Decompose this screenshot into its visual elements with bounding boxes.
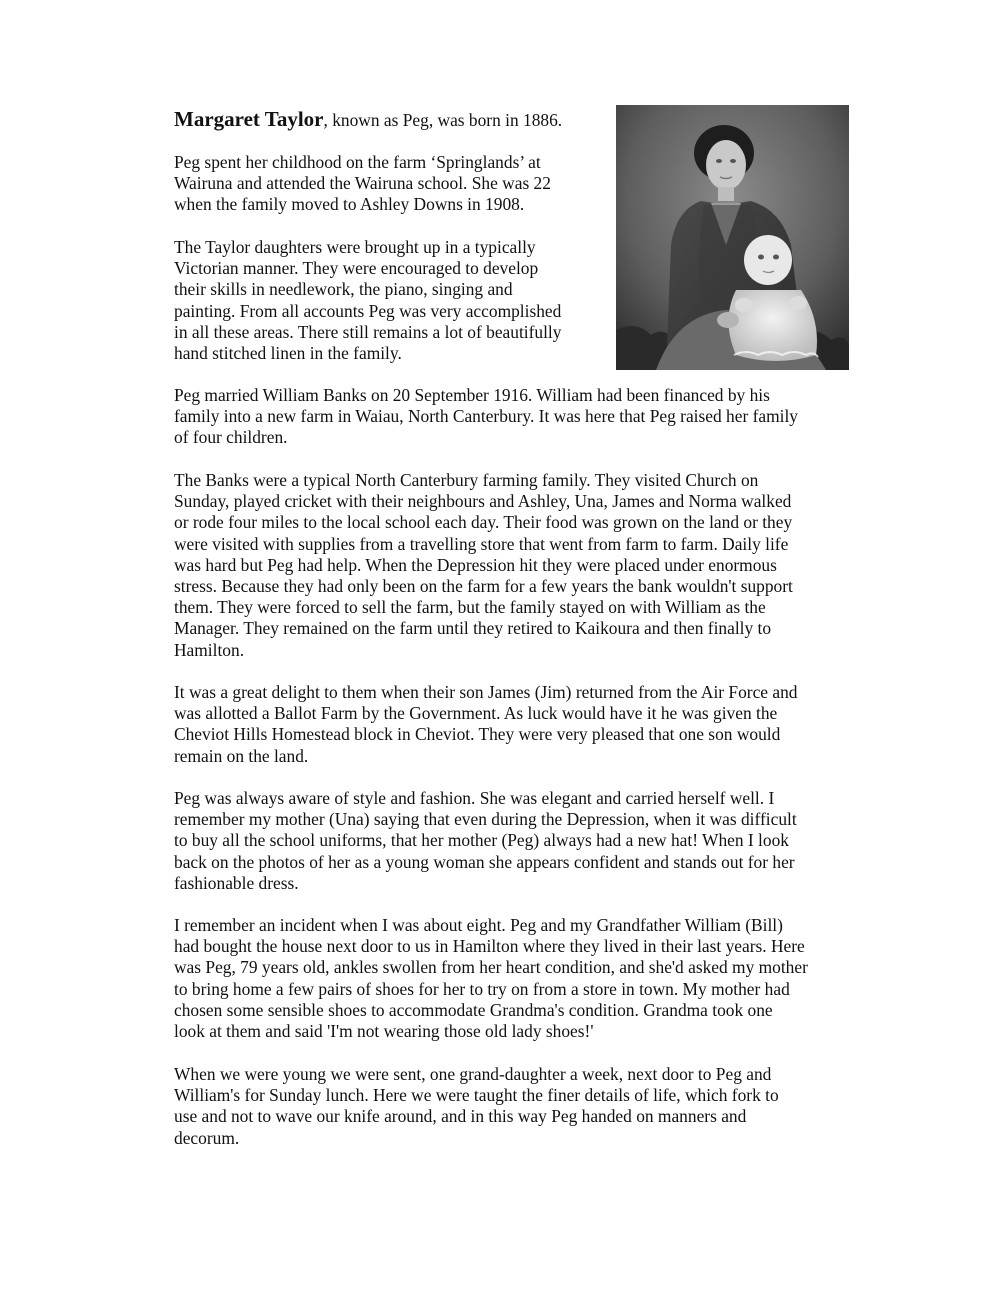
paragraph-line: Peg was always aware of style and fashion. She was elegant and carried herself well. I <box>174 788 775 808</box>
paragraph-line: their skills in needlework, the piano, singing and <box>174 279 513 300</box>
subject-name: Margaret Taylor <box>174 107 324 131</box>
paragraph-line: I remember an incident when I was about eight. Peg and my Grandfather William (Bill) <box>174 915 783 935</box>
paragraph-line: When we were young we were sent, one grand-daughter a week, next door to Peg and <box>174 1064 772 1084</box>
paragraph <box>174 385 798 449</box>
paragraph <box>174 152 551 216</box>
portrait-photo <box>616 105 849 370</box>
paragraph-line: The Banks were a typical North Canterbury farming family. They visited Church on <box>174 470 759 490</box>
paragraph-line: or rode four miles to the local school each day. Their food was grown on the land or they <box>174 512 793 533</box>
paragraph-line: of four children. <box>174 427 288 448</box>
paragraph <box>174 237 561 364</box>
paragraph-line: stress. Because they had only been on the farm for a few years the bank wouldn't support <box>174 575 793 596</box>
paragraph-line: Sunday, played cricket with their neighbours and Ashley, Una, James and Norma walked <box>174 491 792 512</box>
paragraph-line: fashionable dress. <box>174 872 299 893</box>
title-line <box>174 107 562 131</box>
paragraph-line: were visited with supplies from a travelling store that went from farm to farm. Daily life <box>174 533 789 554</box>
paragraph-line: Victorian manner. They were encouraged to develop <box>174 258 539 279</box>
paragraph <box>174 682 797 767</box>
paragraph-line: was hard but Peg had help. When the Depression hit they were placed under enormous <box>174 554 777 575</box>
paragraph-line: William's for Sunday lunch. Here we were taught the finer details of life, which fork to <box>174 1085 779 1106</box>
paragraph-line: Peg married William Banks on 20 September 1916. William had been financed by his <box>174 385 770 405</box>
paragraph-line: chosen some sensible shoes to accommodate Grandma's condition. Grandma took one <box>174 999 773 1020</box>
paragraph-line: them. They were forced to sell the farm, but the family stayed on with William as the <box>174 597 766 618</box>
paragraph-line: painting. From all accounts Peg was very accomplished <box>174 300 562 321</box>
paragraph-line: The Taylor daughters were brought up in a typically <box>174 237 536 257</box>
paragraph-line: Hamilton. <box>174 639 245 660</box>
paragraph-line: back on the photos of her as a young woman she appears confident and stands out for her <box>174 851 795 872</box>
paragraph-line: when the family moved to Ashley Downs in 1908. <box>174 194 525 215</box>
paragraph-line: hand stitched linen in the family. <box>174 342 402 363</box>
portrait-illustration <box>616 105 849 370</box>
paragraph-line: had bought the house next door to us in Hamilton where they lived in their last years. Here <box>174 936 805 957</box>
title-line-block <box>174 107 562 131</box>
paragraph <box>174 915 808 1042</box>
paragraph-line: Peg spent her childhood on the farm ‘Springlands’ at <box>174 152 541 172</box>
title-rest: , known as Peg, was born in 1886. <box>323 110 563 130</box>
paragraph-line: family into a new farm in Waiau, North Canterbury. It was here that Peg raised her family <box>174 406 798 427</box>
paragraph-line: Wairuna and attended the Wairuna school. She was 22 <box>174 173 551 194</box>
paragraph-line: to buy all the school uniforms, that her mother (Peg) always had a new hat! When I look <box>174 830 789 851</box>
paragraph-line: was allotted a Ballot Farm by the Government. As luck would have it he was given the <box>174 703 778 724</box>
paragraph-line: It was a great delight to them when their son James (Jim) returned from the Air Force and <box>174 682 798 702</box>
paragraph <box>174 470 793 661</box>
paragraph-line: Cheviot Hills Homestead block in Cheviot. They were very pleased that one son would <box>174 724 781 745</box>
paragraph-line: look at them and said 'I'm not wearing those old lady shoes!' <box>174 1020 594 1041</box>
paragraph-line: decorum. <box>174 1127 240 1148</box>
paragraph-line: remain on the land. <box>174 745 309 766</box>
paragraph-line: use and not to wave our knife around, and in this way Peg handed on manners and <box>174 1106 747 1127</box>
paragraph-line: was Peg, 79 years old, ankles swollen from her heart condition, and she'd asked my mother <box>174 957 808 978</box>
paragraph-line: in all these areas. There still remains a lot of beautifully <box>174 321 562 342</box>
paragraph <box>174 788 797 894</box>
paragraph <box>174 1064 779 1149</box>
paragraph-line: to bring home a few pairs of shoes for her to try on from a store in town. My mother had <box>174 978 790 999</box>
paragraph-line: remember my mother (Una) saying that even during the Depression, when it was difficult <box>174 809 797 830</box>
paragraph-line: Manager. They remained on the farm until they retired to Kaikoura and then finally to <box>174 618 772 639</box>
